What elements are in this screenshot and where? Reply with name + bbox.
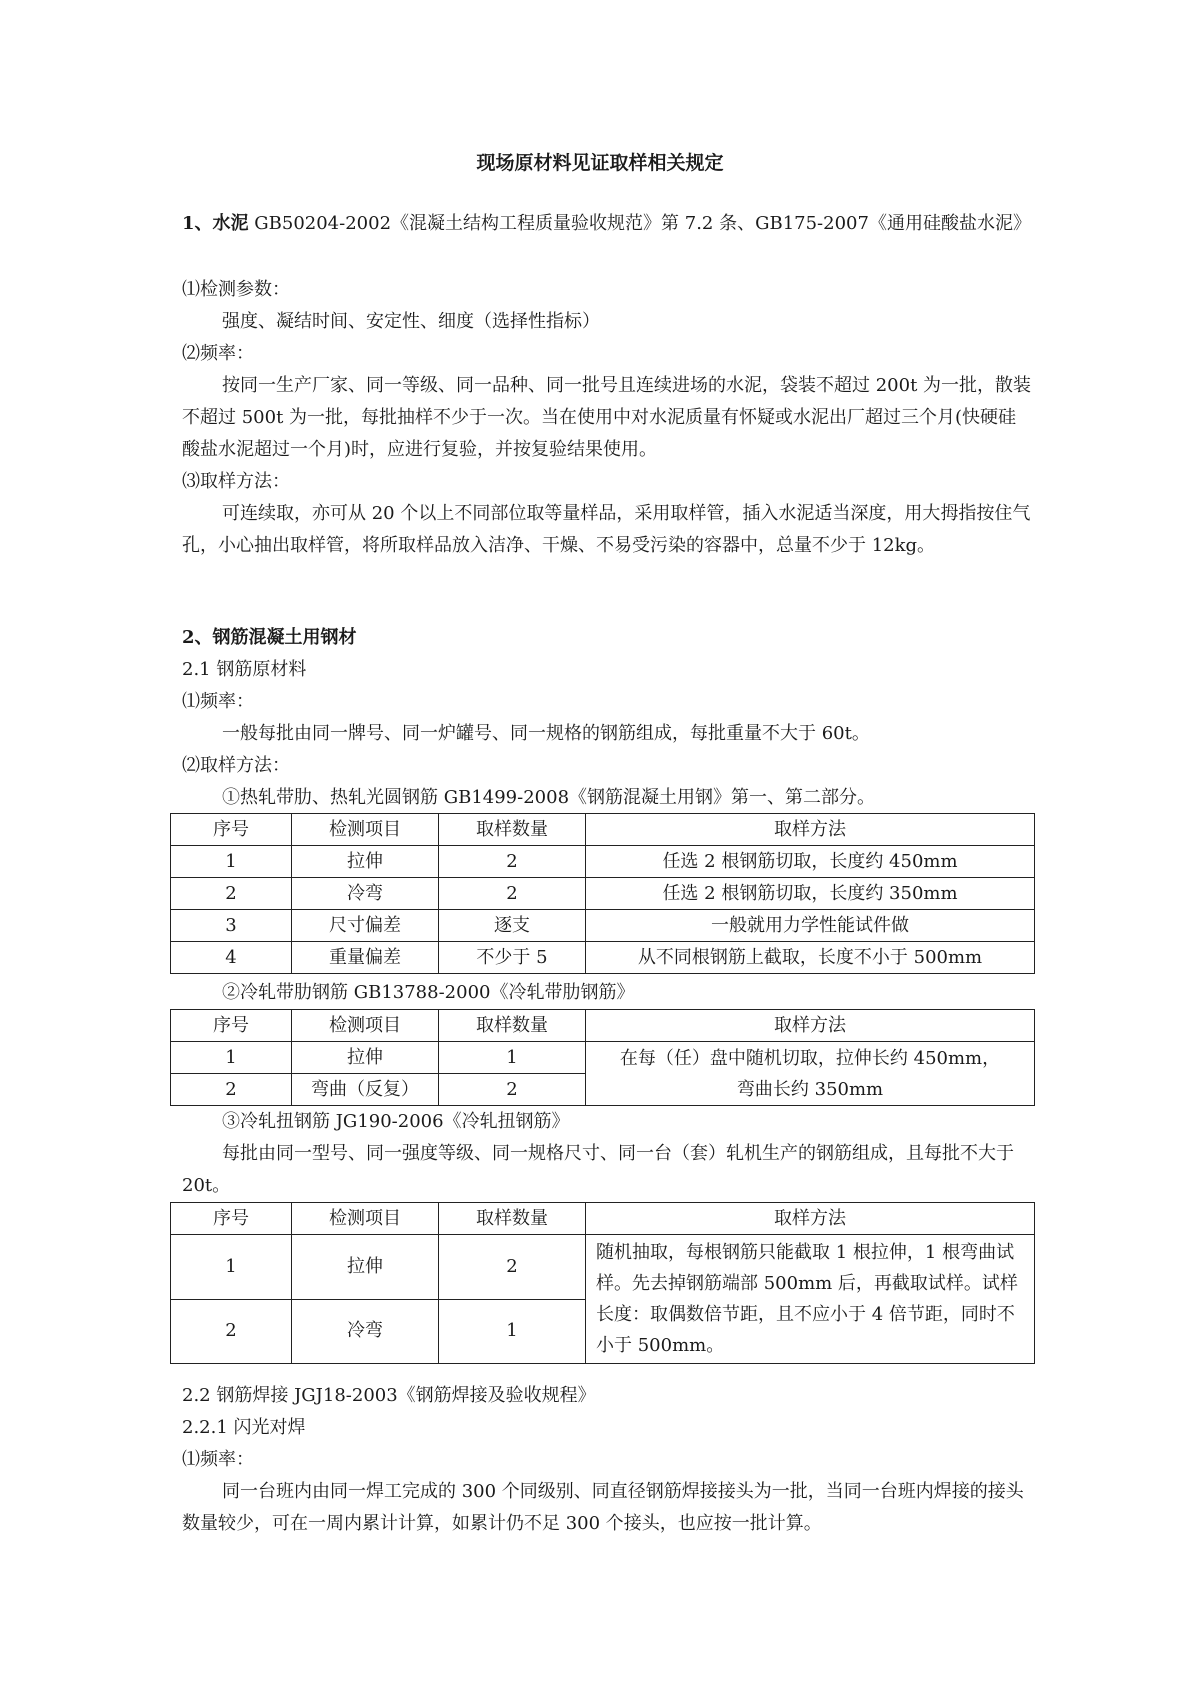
table-row [171,846,1035,878]
table-cell: 一般就用力学性能试件做 [586,910,1035,942]
table-row [171,1042,1035,1074]
table-row [171,910,1035,942]
table-header-cell: 检测项目 [292,1010,439,1042]
table-cell: 1 [171,1235,292,1300]
table-cell: 拉伸 [292,1235,439,1300]
section-2-2-freq-label: ⑴频率： [182,1449,254,1470]
section-1-heading [182,208,1032,240]
item-1-caption: ①热轧带肋、热轧光圆钢筋 GB1499-2008《钢筋混凝土用钢》第一、第二部分。 [222,787,876,808]
table-cell: 4 [171,942,292,974]
table-cell: 2 [171,1299,292,1364]
table-cell: 2 [439,1074,586,1106]
table-header-cell: 序号 [171,814,292,846]
table-header-cell: 取样数量 [439,814,586,846]
table-cell: 不少于 5 [439,942,586,974]
item-3-caption: ③冷轧扭钢筋 JG190-2006《冷轧扭钢筋》 [222,1111,570,1132]
table-method-cell [586,1042,1035,1106]
section-2-2-heading: 2.2 钢筋焊接 JGJ18-2003《钢筋焊接及验收规程》 [182,1385,596,1406]
table-cell: 2 [171,1074,292,1106]
table-method-line-2: 弯曲长约 350mm [736,1078,884,1100]
table-header-row [171,1010,1035,1042]
table-header-cell: 取样方法 [586,1010,1035,1042]
section-1-heading-num: 1、水泥 [182,213,249,234]
table-row [171,878,1035,910]
table-cell: 拉伸 [292,846,439,878]
section-2-heading: 2、钢筋混凝土用钢材 [182,627,357,648]
table-cell: 2 [439,1235,586,1300]
table-row [171,1235,1035,1300]
section-1-params-label: ⑴检测参数： [182,279,290,300]
item-2-caption: ②冷轧带肋钢筋 GB13788-2000《冷轧带肋钢筋》 [222,982,635,1003]
table-cell: 冷弯 [292,878,439,910]
section-2-1-method-label: ⑵取样方法： [182,755,290,776]
section-2-2-1-heading: 2.2.1 闪光对焊 [182,1417,306,1438]
table-cell: 任选 2 根钢筋切取，长度约 350mm [586,878,1035,910]
section-1-method-label: ⑶取样方法： [182,471,290,492]
table-method-line-1: 在每（任）盘中随机切取，拉伸长约 450mm， [619,1047,1001,1069]
section-2-1-freq-text: 一般每批由同一牌号、同一炉罐号、同一规格的钢筋组成，每批重量不大于 60t。 [222,723,870,744]
table-cell: 1 [439,1299,586,1364]
table-hot-rolled [170,813,1035,974]
table-cell: 1 [171,1042,292,1074]
table-cell: 冷弯 [292,1299,439,1364]
table-row [171,942,1035,974]
table-cell: 2 [439,878,586,910]
item-3-text: 每批由同一型号、同一强度等级、同一规格尺寸、同一台（套）轧机生产的钢筋组成，且每批不大于 20t。 [182,1143,1014,1196]
table-header-cell: 取样方法 [586,1203,1035,1235]
table-cell: 1 [439,1042,586,1074]
page-title: 现场原材料见证取样相关规定 [476,152,724,174]
table-header-cell: 序号 [171,1010,292,1042]
section-2-2-freq-text: 同一台班内由同一焊工完成的 300 个同级别、同直径钢筋焊接接头为一批，当同一台班内焊接的接头数量较少，可在一周内累计计算，如累计仍不足 300 个接头，也应按一批计算。 [182,1481,1024,1534]
table-cell: 从不同根钢筋上截取，长度不小于 500mm [586,942,1035,974]
table-header-cell: 取样方法 [586,814,1035,846]
table-cell: 2 [439,846,586,878]
section-1-heading-text: GB50204-2002《混凝土结构工程质量验收规范》第 7.2 条、GB175-2007《通用硅酸盐水泥》 [254,213,1031,234]
section-1-method-text: 可连续取，亦可从 20 个以上不同部位取等量样品，采用取样管，插入水泥适当深度，用大拇指按住气孔，小心抽出取样管，将所取样品放入洁净、干燥、不易受污染的容器中，总量不少于 12kg。 [182,503,1031,556]
table-cell: 任选 2 根钢筋切取，长度约 450mm [586,846,1035,878]
table-cell: 弯曲（反复） [292,1074,439,1106]
table-cell: 尺寸偏差 [292,910,439,942]
table-cell: 逐支 [439,910,586,942]
section-2-1-heading: 2.1 钢筋原材料 [182,659,307,680]
table-header-cell: 检测项目 [292,1203,439,1235]
table-cold-twisted [170,1202,1035,1364]
section-1-freq-text: 按同一生产厂家、同一等级、同一品种、同一批号且连续进场的水泥，袋装不超过 200t 为一批，散装不超过 500t 为一批，每批抽样不少于一次。当在使用中对水泥质量有怀疑或水泥出厂超过三个月(快硬硅酸盐水泥超过一个月)时，应进行复验，并按复验结果使用。 [182,375,1032,460]
table-cell: 重量偏差 [292,942,439,974]
table-header-cell: 取样数量 [439,1203,586,1235]
table-cell: 拉伸 [292,1042,439,1074]
section-1-freq-label: ⑵频率： [182,343,254,364]
table-cell: 2 [171,878,292,910]
table-cell: 3 [171,910,292,942]
section-1-params-text: 强度、凝结时间、安定性、细度（选择性指标） [222,311,600,332]
table-header-cell: 检测项目 [292,814,439,846]
table-cold-ribbed [170,1009,1035,1106]
section-2-1-freq-label: ⑴频率： [182,691,254,712]
table-header-cell: 序号 [171,1203,292,1235]
table-header-row [171,1203,1035,1235]
table-method-cell: 随机抽取，每根钢筋只能截取 1 根拉伸，1 根弯曲试样。先去掉钢筋端部 500mm 后，再截取试样。试样长度：取偶数倍节距，且不应小于 4 倍节距，同时不小于 500mm。 [586,1235,1035,1364]
table-header-cell: 取样数量 [439,1010,586,1042]
table-cell: 1 [171,846,292,878]
table-header-row [171,814,1035,846]
